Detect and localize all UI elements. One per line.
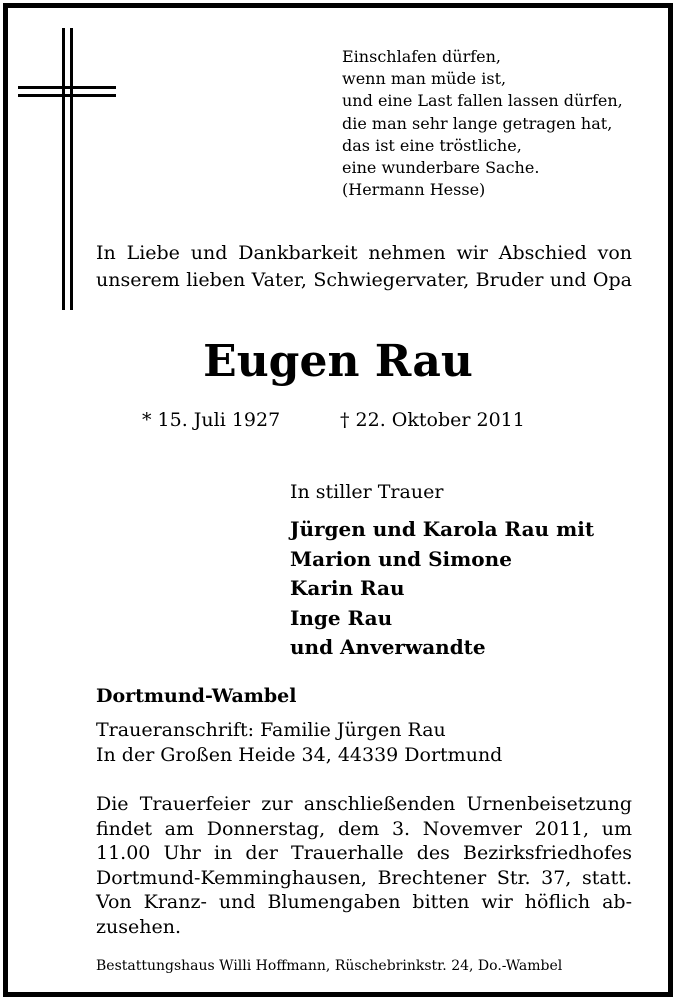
address-line: In der Großen Heide 34, 44339 Dortmund bbox=[96, 744, 503, 766]
mourners-list bbox=[290, 515, 594, 663]
poem-line: wenn man müde ist, bbox=[342, 69, 507, 89]
mourning-heading: In stiller Trauer bbox=[290, 481, 444, 503]
poem-quote bbox=[342, 46, 623, 201]
farewell-line: unserem lieben Vater, Schwiegervater, Bruder und Opa bbox=[96, 269, 632, 291]
poem-line: eine wunderbare Sache. bbox=[342, 158, 540, 178]
ceremony-notice bbox=[96, 792, 632, 940]
mourner-line: Marion und Simone bbox=[290, 546, 512, 571]
poem-line: das ist eine tröstliche, bbox=[342, 135, 522, 155]
poem-line: Einschlafen dürfen, bbox=[342, 47, 501, 66]
farewell-line: In Liebe und Dankbarkeit nehmen wir Abschied von bbox=[96, 242, 632, 264]
ceremony-line: findet am Donnerstag, dem 3. Novemver 2011, um bbox=[96, 817, 632, 840]
poem-author: (Hermann Hesse) bbox=[342, 180, 486, 200]
mourner-line: Karin Rau bbox=[290, 576, 405, 600]
mourner-line: Jürgen und Karola Rau mit bbox=[290, 517, 595, 541]
death-date: † 22. Oktober 2011 bbox=[340, 409, 525, 431]
place-name: Dortmund-Wambel bbox=[96, 685, 297, 707]
deceased-name: Eugen Rau bbox=[203, 336, 473, 387]
undertaker-footer: Bestattungshaus Willi Hoffmann, Rüschebrinkstr. 24, Do.-Wambel bbox=[96, 958, 563, 974]
address-line: Traueranschrift: Familie Jürgen Rau bbox=[96, 719, 446, 741]
mourner-line: Inge Rau bbox=[290, 605, 393, 630]
poem-line: die man sehr lange getragen hat, bbox=[342, 113, 613, 133]
ceremony-line: Die Trauerfeier zur anschließenden Urnenbeisetzung bbox=[96, 793, 632, 815]
mourner-line: und Anverwandte bbox=[290, 635, 486, 659]
ceremony-line: Dortmund-Kemminghausen, Brechtener Str. 37, statt. bbox=[96, 866, 632, 889]
mourning-address bbox=[96, 718, 502, 768]
ceremony-line: 11.00 Uhr in der Trauerhalle des Bezirksfriedhofes bbox=[96, 842, 632, 865]
ceremony-line: Von Kranz- und Blumengaben bitten wir höflich ab- bbox=[96, 891, 632, 914]
poem-line: und eine Last fallen lassen dürfen, bbox=[342, 91, 623, 111]
ceremony-line: zusehen. bbox=[96, 915, 181, 938]
birth-date: * 15. Juli 1927 bbox=[142, 409, 281, 431]
farewell-text bbox=[96, 240, 632, 294]
